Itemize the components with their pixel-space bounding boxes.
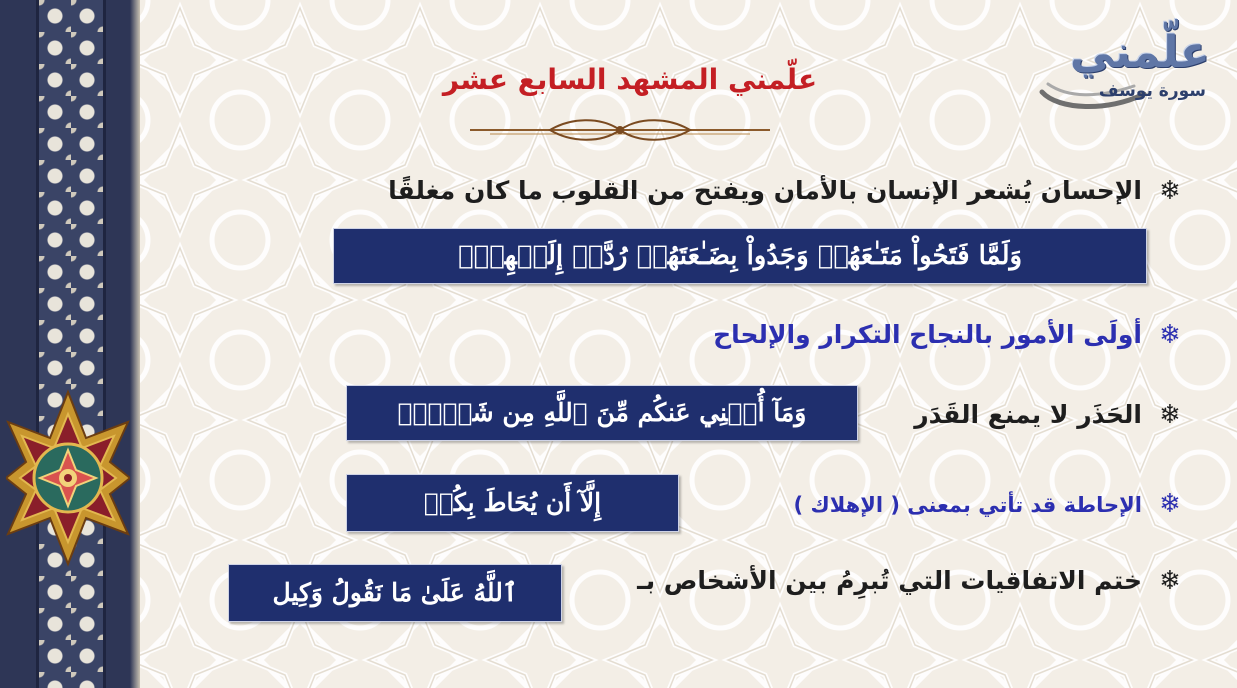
lattice-strip xyxy=(36,0,106,688)
point-3-text: الحَذَر لا يمنع القَدَر xyxy=(914,400,1142,429)
verse-box-4: إِلَّآ أَن يُحَاطَ بِكُمۡ xyxy=(346,474,679,532)
left-decorative-band xyxy=(0,0,140,688)
point-5-text: ختم الاتفاقيات التي تُبرِمُ بين الأشخاص بـ xyxy=(637,566,1142,595)
point-4-text: الإحاطة قد تأتي بمعنى ( الإهلاك ) xyxy=(793,493,1142,517)
point-2-text: أولَى الأمور بالنجاح التكرار والإلحاح xyxy=(713,320,1142,349)
snowflake-icon: ❄ xyxy=(1159,400,1181,430)
band-edge-shadow xyxy=(130,0,140,688)
snowflake-icon: ❄ xyxy=(1159,320,1181,350)
title-ornament-divider xyxy=(470,118,770,146)
snowflake-icon: ❄ xyxy=(1159,489,1181,519)
point-1-text: الإحسان يُشعر الإنسان بالأمان ويفتح من القلوب ما كان مغلقًا xyxy=(388,176,1142,205)
snowflake-icon: ❄ xyxy=(1159,176,1181,206)
snowflake-icon: ❄ xyxy=(1159,566,1181,596)
verse-box-1: وَلَمَّا فَتَحُواْ مَتَـٰعَهُمۡ وَجَدُواْ بِضَـٰعَتَهُمۡ رُدَّتۡ إِلَيۡهِمۡۖ xyxy=(333,228,1147,284)
slide-title: علّمني المشهد السابع عشر xyxy=(442,63,818,96)
logo-title: علّمني xyxy=(1070,27,1210,78)
verse-box-5: ٱللَّهُ عَلَىٰ مَا نَقُولُ وَكِيل xyxy=(228,564,562,622)
logo-subtitle: سورة يوسف xyxy=(1098,81,1206,101)
ornament-medallion xyxy=(6,388,130,568)
verse-box-3: وَمَآ أُغۡنِي عَنكُم مِّنَ ٱللَّهِ مِن شَيۡءٍۖ xyxy=(346,385,858,441)
logo xyxy=(1030,14,1220,114)
